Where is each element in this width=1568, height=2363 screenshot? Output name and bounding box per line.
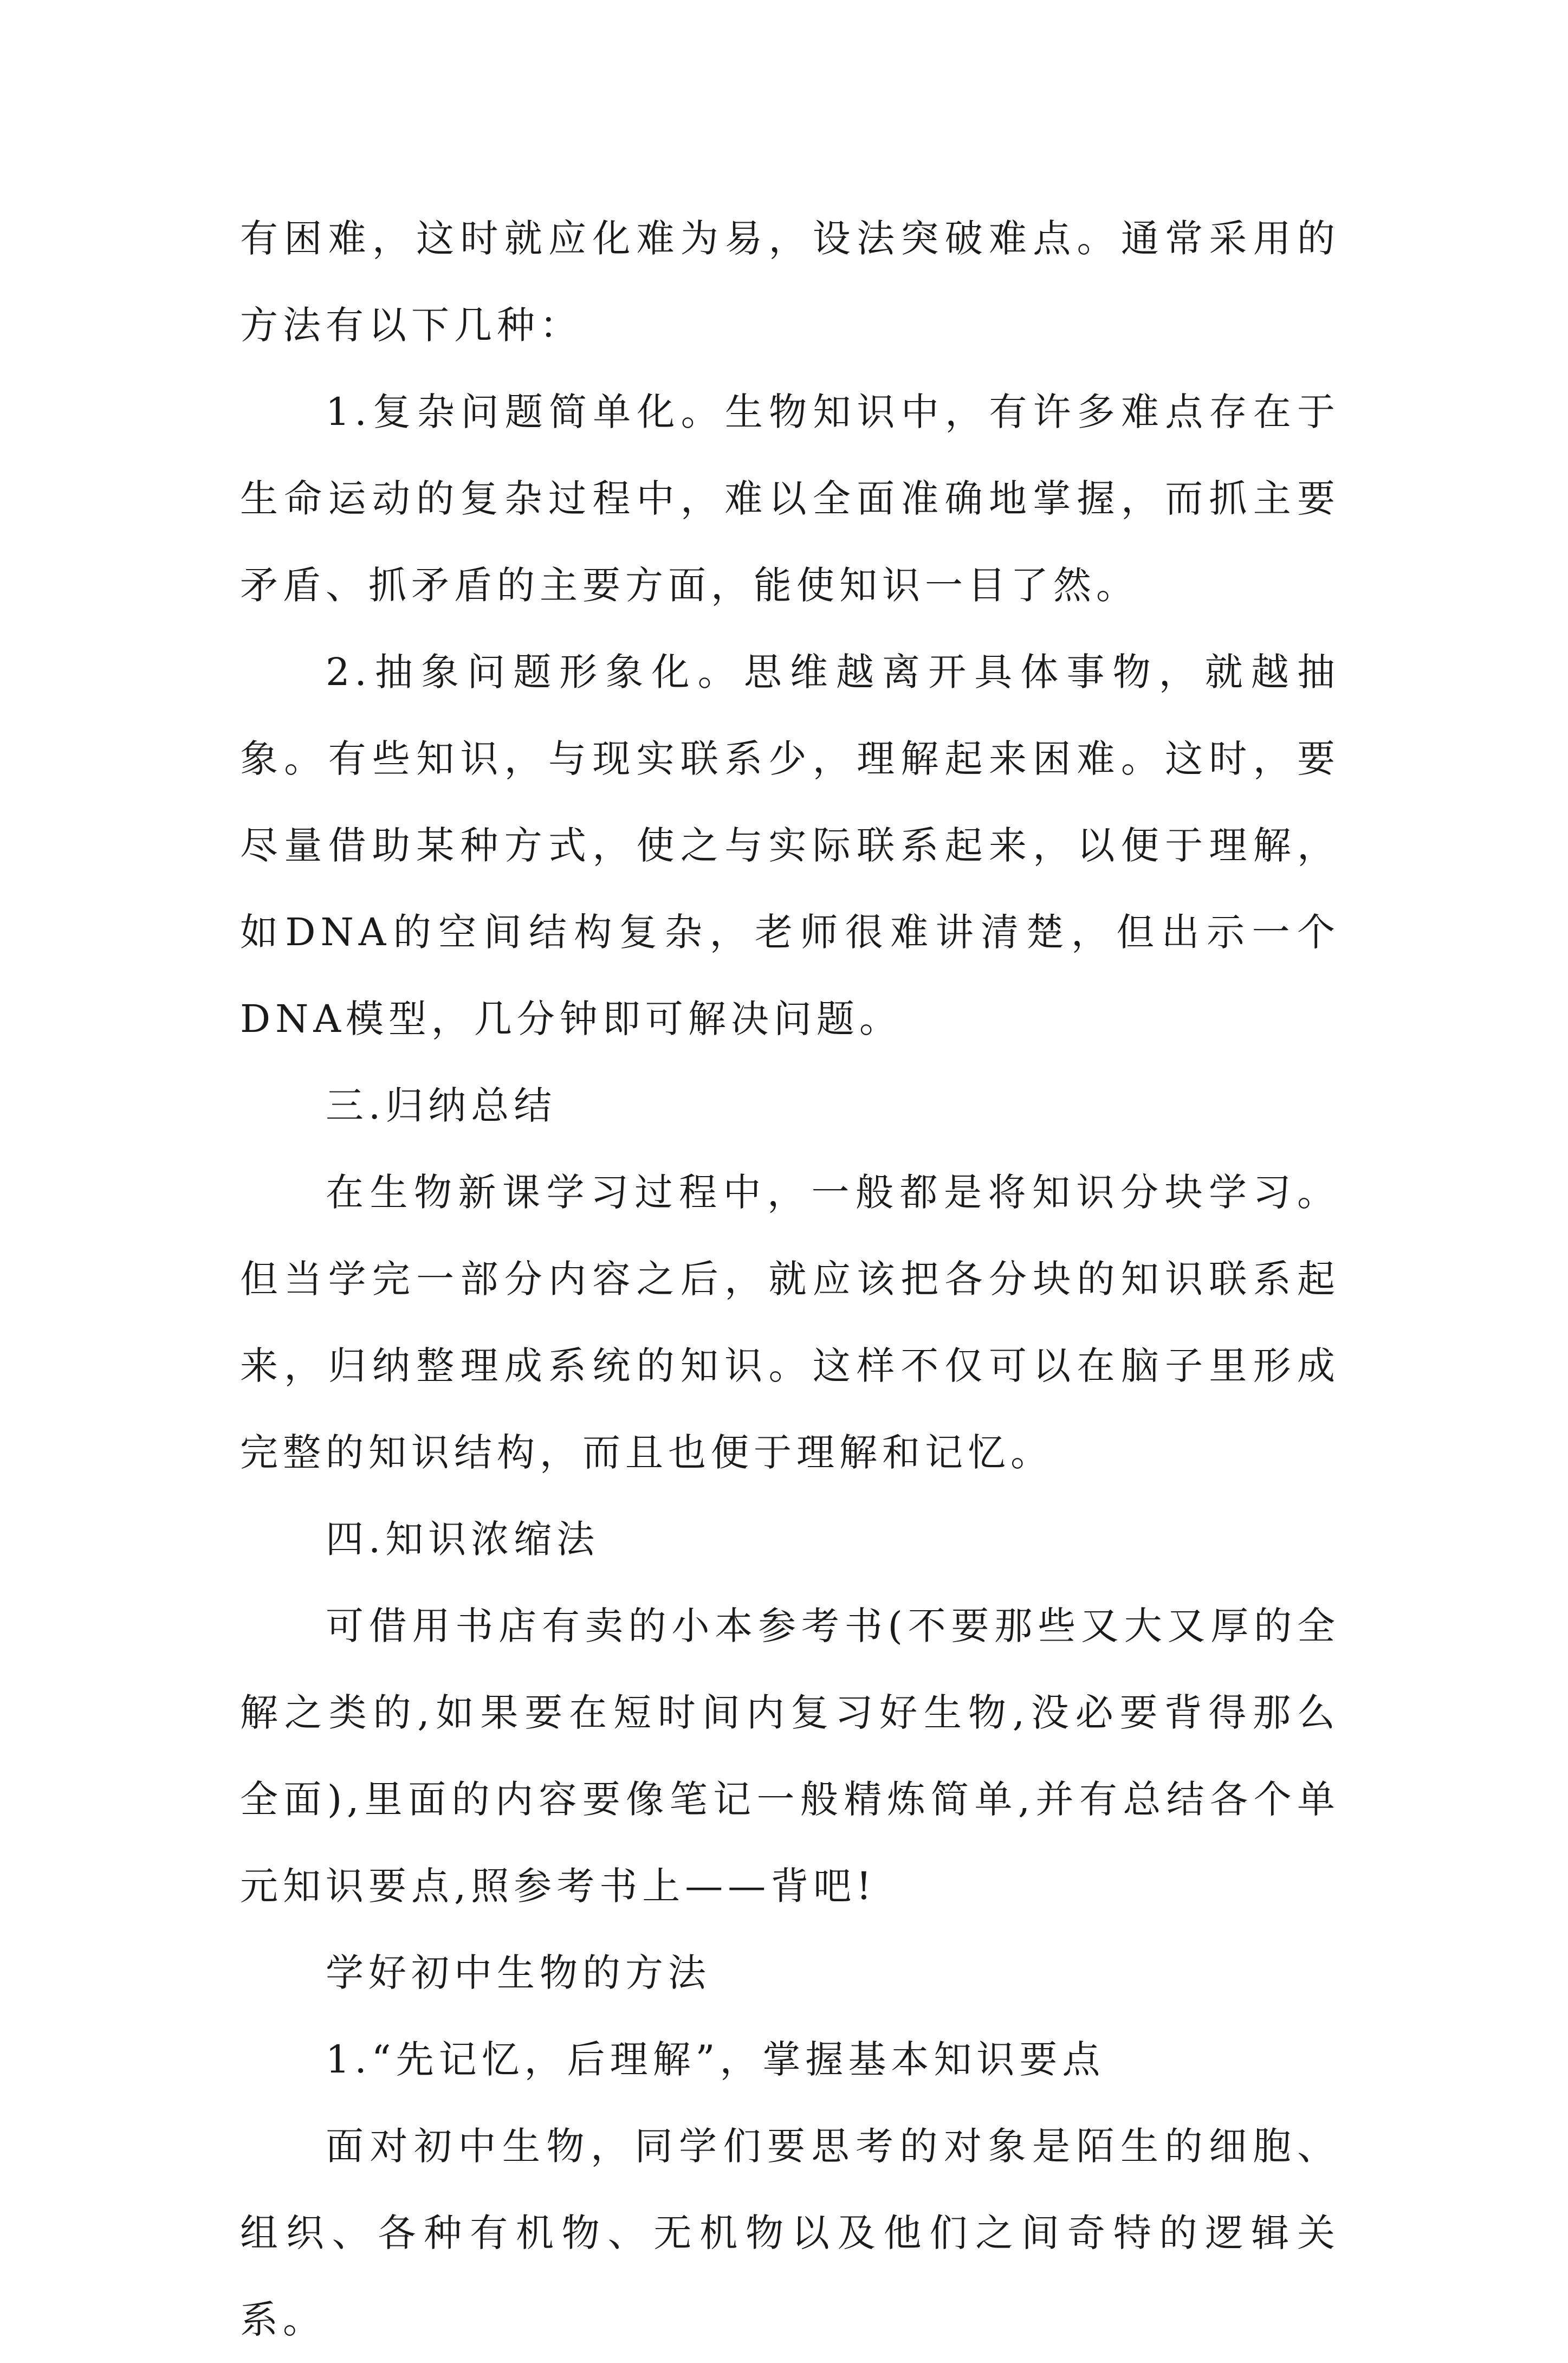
paragraph-intro-continued: 有困难，这时就应化难为易，设法突破难点。通常采用的方法有以下几种： — [240, 216, 1340, 347]
heading-section-3: 三.归纳总结 — [326, 1083, 557, 1128]
subheading-method-1: 1.“先记忆，后理解”，掌握基本知识要点 — [326, 2037, 1105, 2082]
document-body — [240, 195, 1340, 2363]
heading-section-4: 四.知识浓缩法 — [326, 1517, 600, 1561]
paragraph-method-2: 2.抽象问题形象化。思维越离开具体事物，就越抽象。有些知识，与现实联系少，理解起来困难。这时，要尽量借助某种方式，使之与实际联系起来，以便于理解，如DNA的空间结构复杂，老师很难讲清楚，但出示一个DNA模型，几分钟即可解决问题。 — [240, 650, 1340, 1041]
paragraph-method-1: 1.复杂问题简单化。生物知识中，有许多难点存在于生命运动的复杂过程中，难以全面准确地掌握，而抓主要矛盾、抓矛盾的主要方面，能使知识一目了然。 — [240, 390, 1340, 608]
heading-learning-methods: 学好初中生物的方法 — [326, 1951, 711, 1995]
paragraph-section-4-body: 可借用书店有卖的小本参考书(不要那些又大又厚的全解之类的,如果要在短时间内复习好生物,没必要背得那么全面),里面的内容要像笔记一般精炼简单,并有总结各个单元知识要点,照参考书上——背吧! — [240, 1604, 1340, 1908]
paragraph-method-1-body: 面对初中生物，同学们要思考的对象是陌生的细胞、组织、各种有机物、无机物以及他们之间奇特的逻辑关系。 — [240, 2124, 1340, 2342]
paragraph-section-3-body: 在生物新课学习过程中，一般都是将知识分块学习。但当学完一部分内容之后，就应该把各分块的知识联系起来，归纳整理成系统的知识。这样不仅可以在脑子里形成完整的知识结构，而且也便于理解和记忆。 — [240, 1170, 1340, 1475]
